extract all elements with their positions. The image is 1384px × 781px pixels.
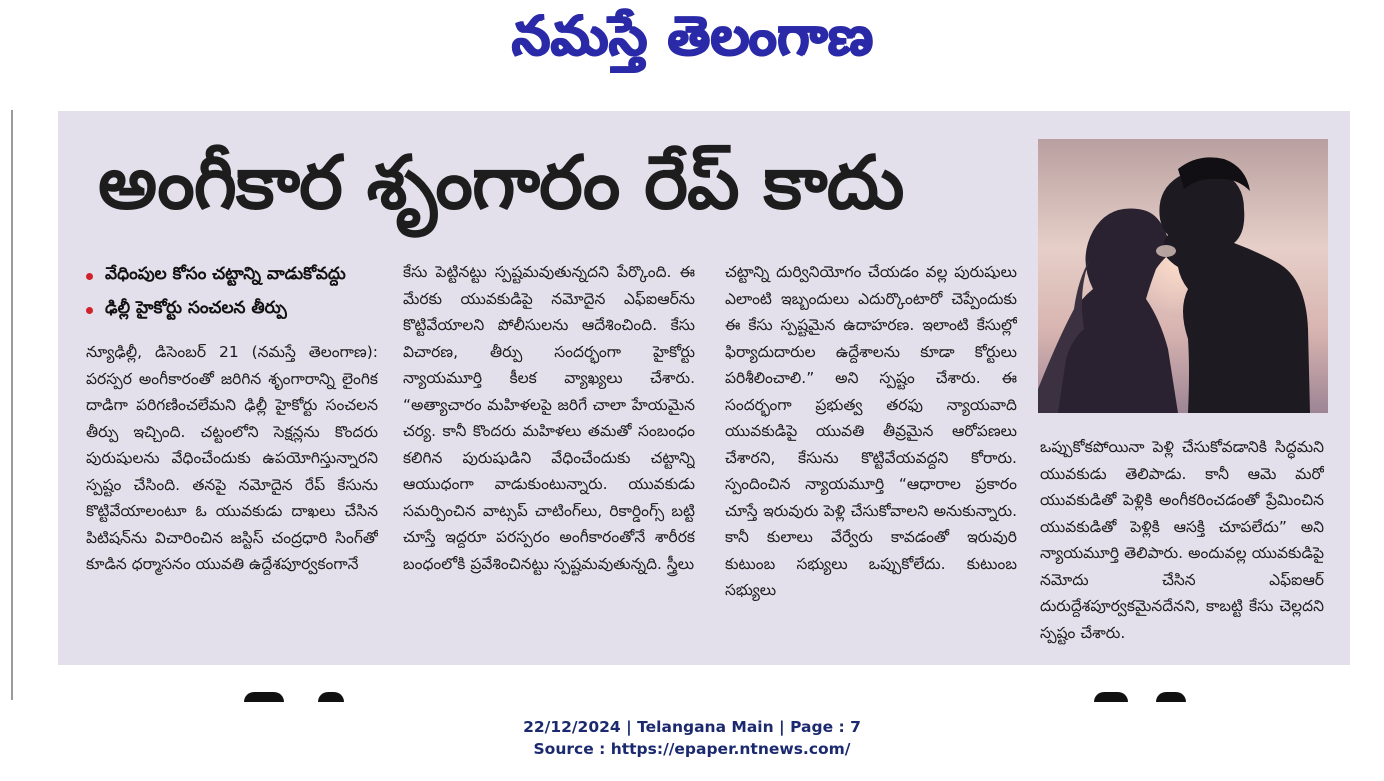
bullet-icon	[86, 307, 93, 314]
source-link[interactable]: Source : https://epaper.ntnews.com/	[533, 740, 851, 758]
news-clipping	[58, 111, 1350, 665]
highlight-text: వేధింపుల కోసం చట్టాన్ని వాడుకోవద్దు	[105, 264, 346, 284]
article-column-2: కేసు పెట్టినట్టు స్పష్టమవుతున్నదని పేర్కొంది. ఈ మేరకు యువకుడిపై నమోదైన ఎఫ్‌ఐఆర్‌ను కొట్టివేయాలని పోలీసులను ఆదేశించింది. కేసు విచారణ, తీర్పు సందర్భంగా హైకోర్టు న్యాయమూర్తి కీలక వ్యాఖ్యలు చేశారు. “అత్యాచారం మహిళలపై జరిగే చాలా హేయమైన చర్య. కానీ కొందరు మహిళలు తమతో సంబంధం కలిగిన పురుషుడిని వేధించేందుకు చట్టాన్ని ఆయుధంగా వాడుకుంటున్నారు. యువకుడు సమర్పించిన వాట్సప్ చాటింగ్‌లు, రికార్డింగ్స్ బట్టి చూస్తే ఇద్దరూ పరస్పరం అంగీకారంతోనే శారీరక బంధంలోకి ప్రవేశించినట్టు స్పష్టమవుతున్నది. స్త్రీలు	[403, 263, 695, 573]
highlight-item	[86, 259, 406, 293]
article-highlights	[86, 259, 406, 327]
page-footer	[0, 716, 1384, 760]
page-divider	[11, 110, 13, 700]
masthead-logo: నమస్తే తెలంగాణ	[511, 3, 873, 67]
highlight-text: ఢిల్లీ హైకోర్టు సంచలన తీర్పు	[105, 298, 287, 318]
couple-silhouette-photo	[1038, 139, 1328, 413]
edition-info: 22/12/2024 | Telangana Main | Page : 7	[523, 718, 861, 736]
article-headline: అంగీకార శృంగారం రేప్ కాదు	[98, 140, 904, 226]
highlight-item	[86, 293, 406, 327]
article-column-3: చట్టాన్ని దుర్వినియోగం చేయడం వల్ల పురుషులు ఎలాంటి ఇబ్బందులు ఎదుర్కొంటారో చెప్పేందుకు ఈ కేసు స్పష్టమైన ఉదాహరణ. ఇలాంటి కేసుల్లో ఫిర్యాదుదారుల ఉద్దేశాలను కూడా కోర్టులు పరిశీలించాలి.” అని స్పష్టం చేశారు. ఈ సందర్భంగా ప్రభుత్వ తరఫు న్యాయవాది యువకుడిపై యువతి తీవ్రమైన ఆరోపణలు చేశారని, కేసును కొట్టివేయవద్దని కోరారు. స్పందించిన న్యాయమూర్తి “ఆధారాల ప్రకారం చూస్తే ఇరువురు పెళ్లి చేసుకోవాలని అనుకున్నారు. కానీ కులాలు వేర్వేరు కావడంతో ఇరువురి కుటుంబ సభ్యులు ఒప్పుకోలేదు. కుటుంబ సభ్యులు	[725, 263, 1017, 599]
bullet-icon	[86, 273, 93, 280]
article-column-1: న్యూఢిల్లీ, డిసెంబర్ 21 (నమస్తే తెలంగాణ): పరస్పర అంగీకారంతో జరిగిన శృంగారాన్ని లైంగిక దాడిగా పరిగణించలేమని ఢిల్లీ హైకోర్టు సంచలన తీర్పు ఇచ్చింది. చట్టంలోని సెక్షన్లను కొందరు పురుషులను వేధించేందుకు ఉపయోగిస్తున్నారని స్పష్టం చేసింది. తనపై నమోదైన రేప్ కేసును కొట్టివేయాలంటూ ఓ యువకుడు దాఖలు చేసిన పిటిషన్‌ను విచారించిన జస్టిస్ చంద్రధారి సింగ్‌తో కూడిన ధర్మాసనం యువతి ఉద్దేశపూర్వకంగానే	[86, 343, 378, 573]
masthead	[0, 0, 1384, 84]
article-column-4: ఒప్పుకోకపోయినా పెళ్లి చేసుకోవడానికి సిద్ధమని యువకుడు తెలిపాడు. కానీ ఆమె మరో యువకుడితో పెళ్లికి అంగీకరించడంతో ప్రేమించిన యువకుడితో పెళ్లికి ఆసక్తి చూపలేదు” అని న్యాయమూర్తి తెలిపారు. అందువల్ల యువకుడిపై నమోదు చేసిన ఎఫ్‌ఐఆర్ దురుద్దేశపూర్వకమైనదేనని, కాబట్టి కేసు చెల్లదని స్పష్టం చేశారు.	[1040, 438, 1324, 642]
next-article-peek	[58, 684, 1350, 702]
